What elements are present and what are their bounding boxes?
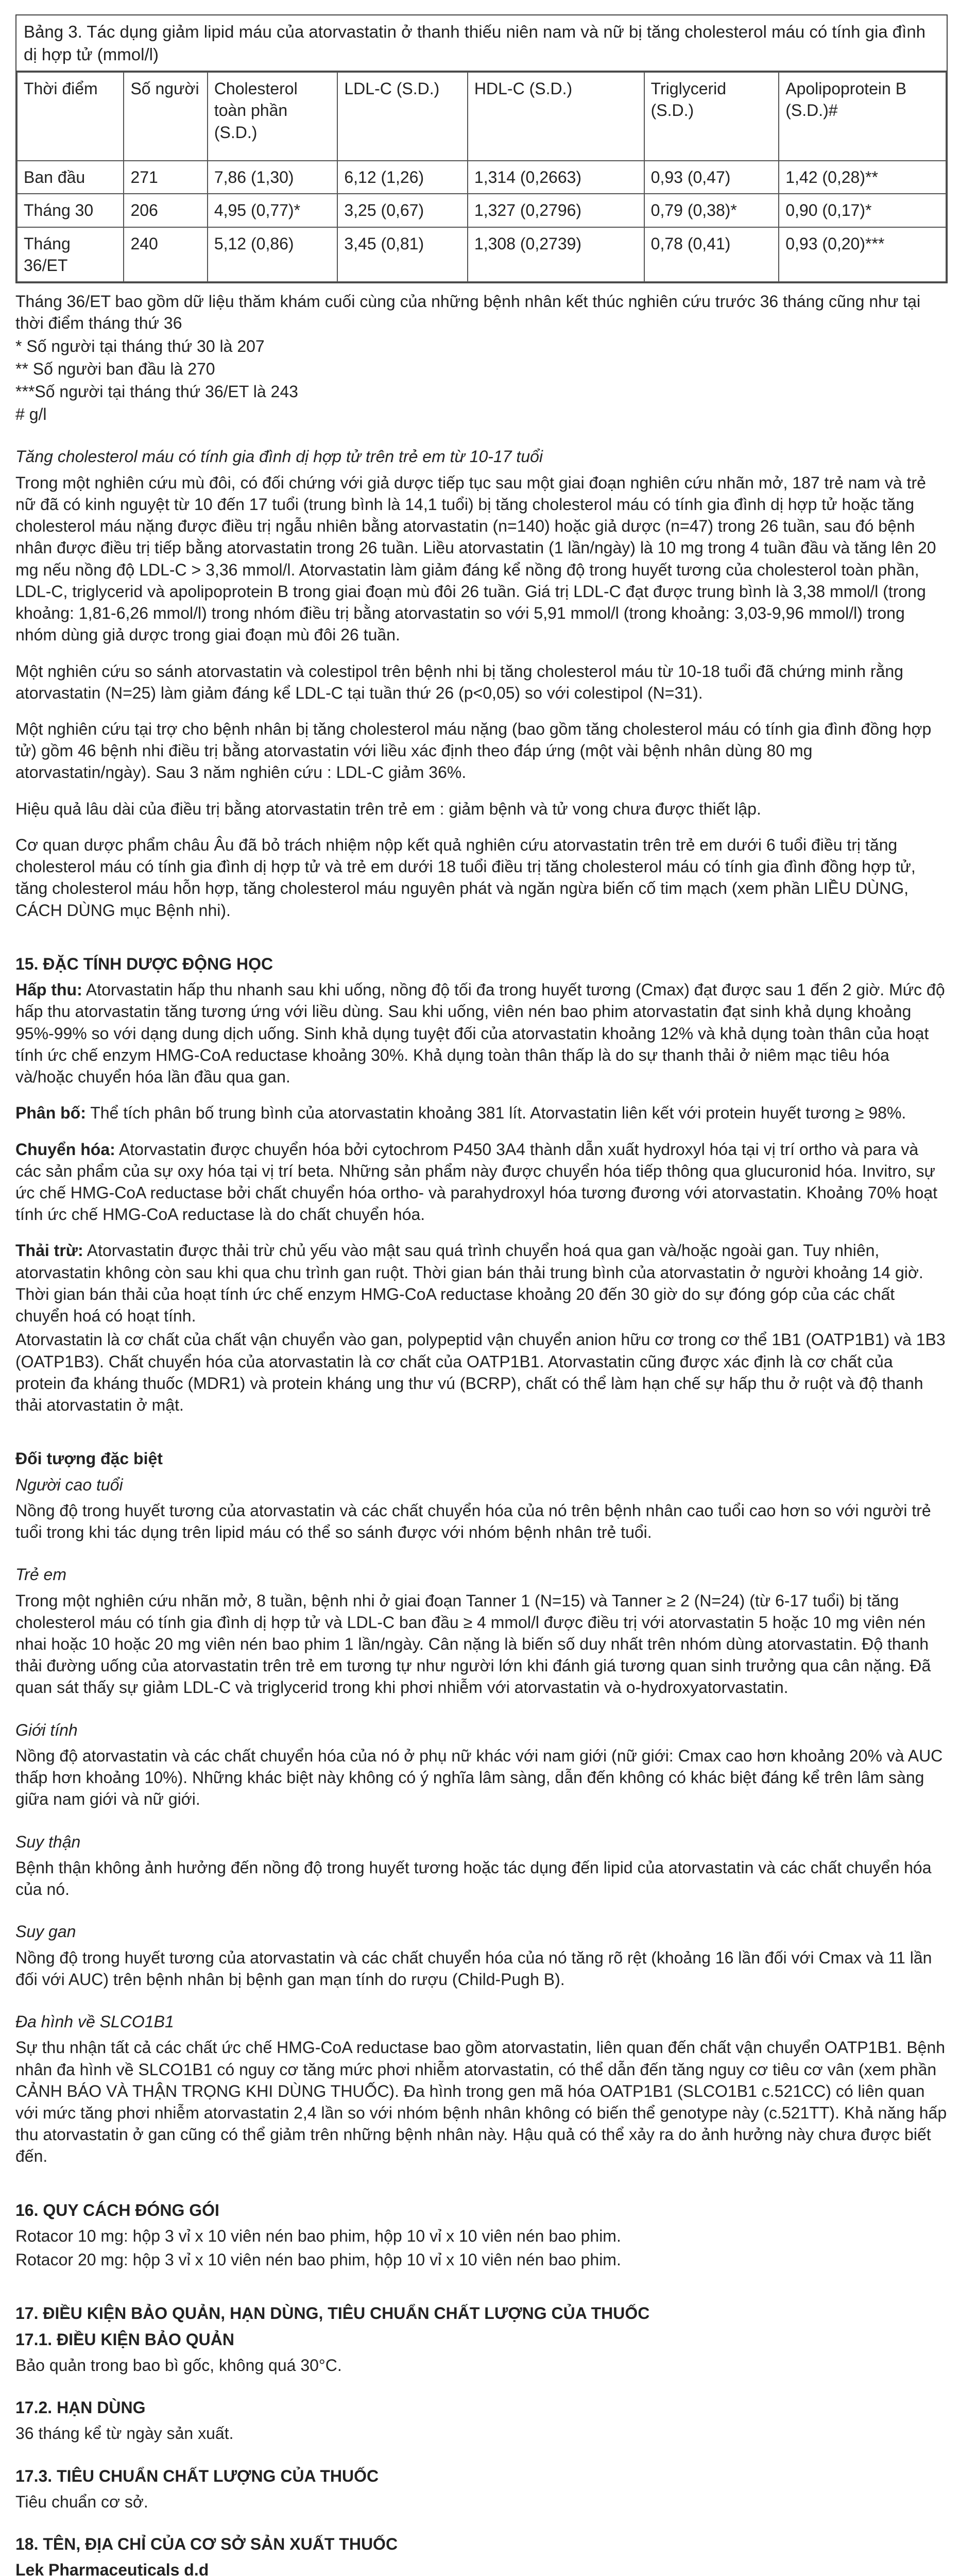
hepatic-title: Suy gan bbox=[15, 1922, 76, 1941]
pk-distribution bbox=[15, 1102, 948, 1124]
table-notes bbox=[15, 291, 948, 425]
table-note: ***Số người tại tháng thứ 36/ET là 243 bbox=[15, 382, 298, 401]
shelf-life-text: 36 tháng kể từ ngày sản xuất. bbox=[15, 2424, 234, 2443]
hepatic-text: Nồng độ trong huyết tương của atorvastatin và các chất chuyển hóa của nó tăng rõ rệt (khoảng 16 lần đối với Cmax và 11 lần đối với AUC) trên bệnh nhân bị bệnh gan mạn tính do rượu (Child-Pugh B). bbox=[15, 1948, 932, 1989]
packaging-line: Rotacor 10 mg: hộp 3 vỉ x 10 viên nén bao phim, hộp 10 vỉ x 10 viên nén bao phim. bbox=[15, 2226, 621, 2245]
table-cell: 206 bbox=[124, 194, 207, 227]
document-content bbox=[15, 14, 948, 2576]
pk-elimination-transport: Atorvastatin là cơ chất của chất vận chuyển vào gan, polypeptid vận chuyển anion hữu cơ trong cơ thể 1B1 (OATP1B1) và 1B3 (OATP1B3). Chất chuyển hóa của atorvastatin là cơ chất của OATP1B1. Atorvastatin cũng được xác định là cơ chất của protein đa kháng thuốc (MDR1) và protein kháng ung thư vú (BCRP), chất có thể làm hạn chế sự hấp thu ở ruột và độ thanh thải atorvastatin ở mật. bbox=[15, 1330, 946, 1415]
sex-title: Giới tính bbox=[15, 1720, 78, 1739]
table-cell: 3,25 (0,67) bbox=[337, 194, 468, 227]
table-header-cell: LDL-C (S.D.) bbox=[337, 72, 468, 161]
table-header-cell: Số người bbox=[124, 72, 207, 161]
lipid-table-block bbox=[15, 14, 948, 283]
table-cell: Tháng 36/ET bbox=[17, 227, 124, 282]
table-cell: Tháng 30 bbox=[17, 194, 124, 227]
table-header-cell: Triglycerid (S.D.) bbox=[644, 72, 779, 161]
table-cell: 0,90 (0,17)* bbox=[779, 194, 946, 227]
table-cell: 271 bbox=[124, 161, 207, 194]
table-note: ** Số người ban đầu là 270 bbox=[15, 359, 215, 378]
paragraph: Cơ quan dược phẩm châu Âu đã bỏ trách nhiệm nộp kết quả nghiên cứu atorvastatin trên trẻ em dưới 6 tuổi điều trị tăng cholesterol máu có tính gia đình dị hợp tử và trẻ em dưới 18 tuổi điều trị tăng cholesterol máu có tính gia đình đồng hợp tử, tăng cholesterol máu hỗn hợp, tăng cholesterol máu nguyên phát và ngăn ngừa biến cố tim mạch (xem phần LIỀU DÙNG, CÁCH DÙNG mục Bệnh nhi). bbox=[15, 835, 916, 920]
table-row bbox=[17, 227, 946, 282]
pk-metabolism-lead: Chuyển hóa: bbox=[15, 1140, 115, 1159]
slco1b1-text: Sự thu nhận tất cả các chất ức chế HMG-CoA reductase bao gồm atorvastatin, liên quan đến chất vận chuyển OATP1B1. Bệnh nhân đa hình về SLCO1B1 có nguy cơ tăng mức phơi nhiễm atorvastatin, có thể dẫn đến tăng nguy cơ tiêu cơ vân (xem phần CẢNH BÁO VÀ THẬN TRỌNG KHI DÙNG THUỐC). Đa hình trong gen mã hóa OATP1B1 (SLCO1B1 c.521CC) có liên quan với mức tăng phơi nhiễm atorvastatin 2,4 lần so với nhóm bệnh nhân không có biến thể genotype này (c.521TT). Khả năng hấp thu atorvastatin ở gan cũng có thể giảm trên những bệnh nhân này. Hậu quả có thể xảy ra do ảnh hưởng này chưa được biết đến. bbox=[15, 2038, 947, 2166]
pk-elimination-lead: Thải trừ: bbox=[15, 1241, 83, 1260]
table-header-cell: Cholesterol toàn phần (S.D.) bbox=[208, 72, 338, 161]
table-note: Tháng 36/ET bao gồm dữ liệu thăm khám cuối cùng của những bệnh nhân kết thúc nghiên cứu trước 36 tháng cũng như tại thời điểm tháng thứ 36 bbox=[15, 292, 921, 333]
pk-absorption-text: Atorvastatin hấp thu nhanh sau khi uống, nồng độ tối đa trong huyết tương (Cmax) đạt được sau 1 đến 2 giờ. Mức độ hấp thu atorvastatin tăng tương ứng với liều dùng. Sau khi uống, viên nén bao phim atorvastatin đạt sinh khả dụng khoảng 95%-99% so với dạng dung dịch uống. Sinh khả dụng tuyệt đối của atorvastatin khoảng 12% và khả dụng toàn thân của hoạt tính ức chế enzym HMG-CoA reductase khoảng 30%. Khả dụng toàn thân thấp là do sự thanh thải ở niêm mạc tiêu hóa và/hoặc chuyển hóa lần đầu qua gan. bbox=[15, 980, 945, 1087]
manufacturer-block bbox=[15, 2559, 948, 2576]
table-row bbox=[17, 161, 946, 194]
pk-metabolism-text: Atorvastatin được chuyển hóa bởi cytochrom P450 3A4 thành dẫn xuất hydroxyl hóa tại vị trí ortho và para và các sản phẩm của sự oxy hóa tại vị trí beta. Những sản phẩm này được chuyển hóa tiếp thông qua glucuronid hóa. Invitro, sự ức chế HMG-CoA reductase bởi chất chuyển hóa ortho- và parahydroxyl hóa tương đương với atorvastatin. Khoảng 70% hoạt tính ức chế HMG-CoA reductase là do chất chuyển hóa. bbox=[15, 1140, 938, 1224]
paragraph: Một nghiên cứu so sánh atorvastatin và colestipol trên bệnh nhi bị tăng cholesterol máu từ 10-18 tuổi đã chứng minh rằng atorvastatin (N=25) làm giảm đáng kể LDL-C tại tuần thứ 26 (p<0,05) so với colestipol (N=31). bbox=[15, 662, 903, 702]
table-cell: 1,314 (0,2663) bbox=[468, 161, 644, 194]
storage-heading: 17. ĐIỀU KIỆN BẢO QUẢN, HẠN DÙNG, TIÊU CHUẨN CHẤT LƯỢNG CỦA THUỐC bbox=[15, 2304, 650, 2323]
paragraph: Trong một nghiên cứu mù đôi, có đối chứng với giả dược tiếp tục sau một giai đoạn nghiên cứu nhãn mở, 187 trẻ nam và trẻ nữ đã có kinh nguyệt từ 10 đến 17 tuổi (trung bình là 14,1 tuổi) bị tăng cholesterol máu có tính gia đình dị hợp tử hoặc tăng cholesterol máu nặng được điều trị ngẫu nhiên bằng atorvastatin (n=140) hoặc giả dược (n=47) trong 26 tuần, sau đó bệnh nhân được điều trị tiếp bằng atorvastatin trong 26 tuần. Liều atorvastatin (1 lần/ngày) là 10 mg trong 4 tuần đầu và tăng lên 20 mg nếu nồng độ LDL-C > 3,36 mmol/l. Atorvastatin làm giảm đáng kể nồng độ trong huyết tương của cholesterol toàn phần, LDL-C, triglycerid và apolipoprotein B trong giai đoạn mù đôi 26 tuần. Giá trị LDL-C đạt được trung bình là 3,38 mmol/l (trong khoảng: 1,81-6,26 mmol/l) trong nhóm điều trị bằng atorvastatin so với 5,91 mmol/l (trong khoảng: 3,03-9,96 mmol/l) trong nhóm dùng giả dược trong giai đoạn mù đôi 26 tuần. bbox=[15, 473, 936, 645]
table-row bbox=[17, 194, 946, 227]
table-cell: 1,42 (0,28)** bbox=[779, 161, 946, 194]
quality-standard-heading: 17.3. TIÊU CHUẨN CHẤT LƯỢNG CỦA THUỐC bbox=[15, 2466, 379, 2485]
pk-distribution-text: Thể tích phân bố trung bình của atorvastatin khoảng 381 lít. Atorvastatin liên kết với protein huyết tương ≥ 98%. bbox=[85, 1104, 906, 1123]
table-caption: Bảng 3. Tác dụng giảm lipid máu của atorvastatin ở thanh thiếu niên nam và nữ bị tăng cholesterol máu có tính gia đình dị hợp tử (mmol/l) bbox=[16, 15, 947, 72]
table-cell: 0,78 (0,41) bbox=[644, 227, 779, 282]
pk-absorption-lead: Hấp thu: bbox=[15, 980, 82, 999]
packaging-list bbox=[15, 2225, 948, 2270]
table-cell: 0,93 (0,47) bbox=[644, 161, 779, 194]
pk-elimination bbox=[15, 1240, 948, 1327]
table-header-row bbox=[17, 72, 946, 161]
table-cell: 7,86 (1,30) bbox=[208, 161, 338, 194]
table-cell: 4,95 (0,77)* bbox=[208, 194, 338, 227]
pk-distribution-lead: Phân bố: bbox=[15, 1104, 86, 1123]
storage-conditions-text: Bảo quản trong bao bì gốc, không quá 30°C. bbox=[15, 2355, 342, 2375]
table-cell: 5,12 (0,86) bbox=[208, 227, 338, 282]
renal-title: Suy thận bbox=[15, 1832, 81, 1851]
pk-absorption bbox=[15, 979, 948, 1088]
table-cell: 3,45 (0,81) bbox=[337, 227, 468, 282]
renal-text: Bệnh thận không ảnh hưởng đến nồng độ trong huyết tương hoặc tác dụng đến lipid của atorvastatin và các chất chuyển hóa của nó. bbox=[15, 1858, 932, 1899]
children-text: Trong một nghiên cứu nhãn mở, 8 tuần, bệnh nhi ở giai đoạn Tanner 1 (N=15) và Tanner ≥ 2 (N=24) (từ 6-17 tuổi) bị tăng cholesterol máu có tính gia đình dị hợp tử và LDL-C ban đầu ≥ 4 mmol/l được điều trị với atorvastatin 5 hoặc 10 mg viên nén nhai hoặc 10 hoặc 20 mg viên nén bao phim 1 lần/ngày. Cân nặng là biến số duy nhất trên nhóm dùng atorvastatin. Độ thanh thải đường uống của atorvastatin trên trẻ em tương tự như người lớn khi đánh giá tương quan sinh trưởng qua cân nặng. Đã quan sát thấy sự giảm LDL-C và triglycerid trong khi phơi nhiễm với atorvastatin và o-hydroxyatorvastatin. bbox=[15, 1591, 931, 1697]
paragraph: Một nghiên cứu tại trợ cho bệnh nhân bị tăng cholesterol máu nặng (bao gồm tăng cholesterol máu có tính gia đình đồng hợp tử) gồm 46 bệnh nhi điều trị bằng atorvastatin với liều xác định theo đáp ứng (một vài bệnh nhân dùng 80 mg atorvastatin/ngày). Sau 3 năm nghiên cứu : LDL-C giảm 36%. bbox=[15, 720, 932, 782]
table-cell: 0,79 (0,38)* bbox=[644, 194, 779, 227]
table-header-cell: Apolipoprotein B (S.D.)# bbox=[779, 72, 946, 161]
table-cell: 1,327 (0,2796) bbox=[468, 194, 644, 227]
table-note: # g/l bbox=[15, 405, 47, 424]
manufacturer-name: Lek Pharmaceuticals d.d bbox=[15, 2561, 209, 2576]
quality-standard-text: Tiêu chuẩn cơ sở. bbox=[15, 2492, 148, 2511]
special-populations-heading: Đối tượng đặc biệt bbox=[15, 1449, 163, 1468]
storage-sub-conditions: 17.1. ĐIỀU KIỆN BẢO QUẢN bbox=[15, 2330, 234, 2349]
table-cell: Ban đầu bbox=[17, 161, 124, 194]
elderly-title: Người cao tuổi bbox=[15, 1475, 123, 1494]
table-cell: 1,308 (0,2739) bbox=[468, 227, 644, 282]
table-cell: 0,93 (0,20)*** bbox=[779, 227, 946, 282]
table-cell: 6,12 (1,26) bbox=[337, 161, 468, 194]
elderly-text: Nồng độ trong huyết tương của atorvastatin và các chất chuyển hóa của nó trên bệnh nhân cao tuổi cao hơn so với người trẻ tuổi trong khi tác dụng trên lipid máu có thể so sánh được với nhóm bệnh nhân trẻ tuổi. bbox=[15, 1501, 931, 1542]
children-title: Trẻ em bbox=[15, 1565, 66, 1584]
paragraph: Hiệu quả lâu dài của điều trị bằng atorvastatin trên trẻ em : giảm bệnh và tử vong chưa được thiết lập. bbox=[15, 799, 761, 818]
section-heading-pharmacokinetics: 15. ĐẶC TÍNH DƯỢC ĐỘNG HỌC bbox=[15, 954, 273, 973]
table-header-cell: HDL-C (S.D.) bbox=[468, 72, 644, 161]
packaging-heading: 16. QUY CÁCH ĐÓNG GÓI bbox=[15, 2200, 219, 2219]
pk-metabolism bbox=[15, 1139, 948, 1226]
table-header-cell: Thời điểm bbox=[17, 72, 124, 161]
lipid-table bbox=[16, 72, 947, 282]
packaging-line: Rotacor 20 mg: hộp 3 vỉ x 10 viên nén bao phim, hộp 10 vỉ x 10 viên nén bao phim. bbox=[15, 2250, 621, 2269]
peds-heading: Tăng cholesterol máu có tính gia đình dị hợp tử trên trẻ em từ 10-17 tuổi bbox=[15, 447, 543, 466]
sex-text: Nồng độ atorvastatin và các chất chuyển hóa của nó ở phụ nữ khác với nam giới (nữ giới: Cmax cao hơn khoảng 20% và AUC thấp hơn khoảng 10%). Những khác biệt này không có ý nghĩa lâm sàng, dẫn đến không có khác biệt đáng kể trên lâm sàng giữa nam giới và nữ giới. bbox=[15, 1746, 943, 1809]
table-cell: 240 bbox=[124, 227, 207, 282]
pk-elimination-text: Atorvastatin được thải trừ chủ yếu vào mật sau quá trình chuyển hoá qua gan và/hoặc ngoài gan. Tuy nhiên, atorvastatin không còn sau khi qua chu trình gan ruột. Thời gian bán thải trung bình của atorvastatin ở người khoảng 14 giờ. Thời gian bán thải của hoạt tính ức chế enzym HMG-CoA reductase khoảng 20 đến 30 giờ do sự đóng góp của các chất chuyển hoá có hoạt tính. bbox=[15, 1241, 923, 1326]
shelf-life-heading: 17.2. HẠN DÙNG bbox=[15, 2398, 146, 2417]
manufacturer-heading: 18. TÊN, ĐỊA CHỈ CỦA CƠ SỞ SẢN XUẤT THUỐC bbox=[15, 2535, 398, 2554]
table-note: * Số người tại tháng thứ 30 là 207 bbox=[15, 336, 265, 355]
slco1b1-title: Đa hình về SLCO1B1 bbox=[15, 2012, 174, 2031]
